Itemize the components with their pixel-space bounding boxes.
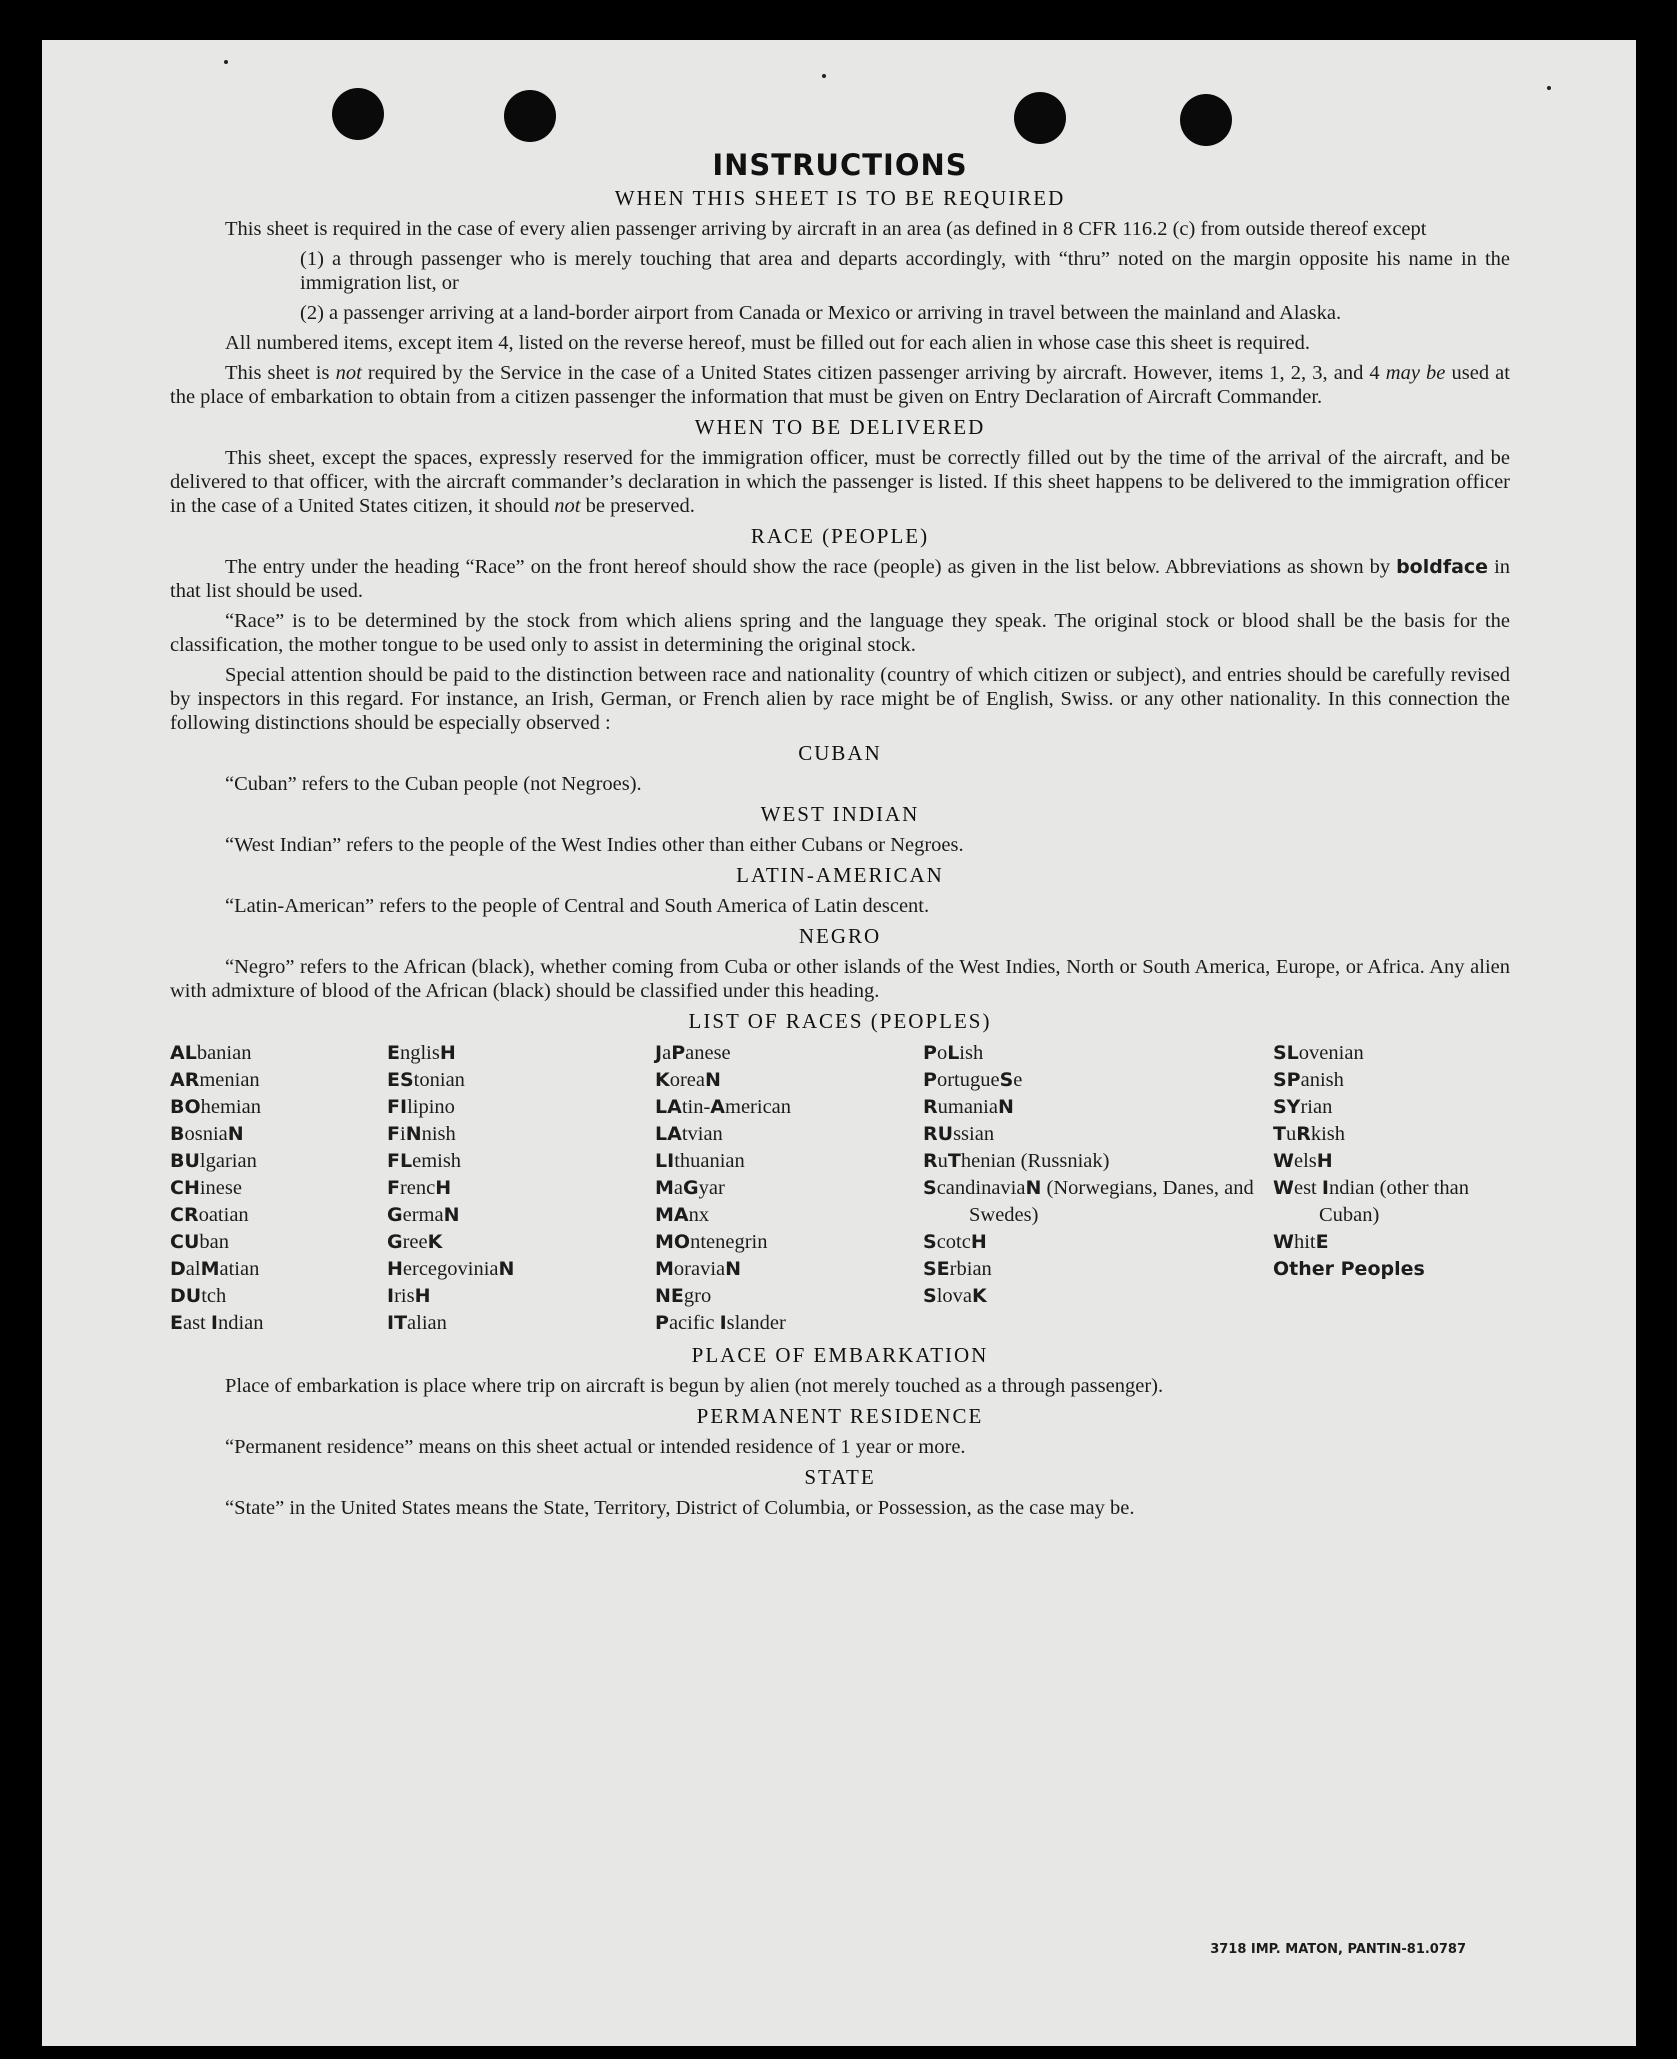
race-abbrev: SE: [923, 1258, 950, 1280]
race-abbrev: A: [710, 1096, 725, 1118]
race-text: tonian: [413, 1069, 465, 1091]
page-title: INSTRUCTIONS: [712, 148, 968, 182]
race-abbrev: CU: [170, 1231, 200, 1253]
race-abbrev: G: [683, 1177, 699, 1199]
paragraph: This sheet is required in the case of every alien passenger arriving by aircraft in an area (as defined in 8 CFR 116.2 (c) from outside thereof except: [225, 218, 1427, 240]
race-item: [655, 1175, 923, 1202]
race-item: [923, 1229, 1273, 1256]
race-item: [655, 1256, 923, 1283]
speck: [224, 60, 228, 64]
race-item: [170, 1202, 387, 1229]
race-text: alian: [407, 1312, 447, 1334]
race-text: anese: [685, 1042, 731, 1064]
section-heading: PLACE OF EMBARKATION: [691, 1343, 989, 1367]
race-abbrev: F: [387, 1177, 400, 1199]
race-text: rbian: [949, 1258, 992, 1280]
race-item: [170, 1067, 387, 1094]
race-list: [170, 1040, 1510, 1337]
race-abbrev: F: [387, 1123, 400, 1145]
race-item: [923, 1094, 1273, 1121]
race-abbrev: I: [719, 1312, 727, 1334]
race-item: [170, 1040, 387, 1067]
emphasis: not: [554, 495, 581, 517]
race-text: u: [937, 1150, 948, 1172]
race-abbrev: I: [210, 1312, 218, 1334]
race-item: [387, 1175, 655, 1202]
race-text: ercegovinia: [402, 1258, 499, 1280]
race-item: [170, 1094, 387, 1121]
race-item: [1273, 1175, 1510, 1229]
race-text: ndian (other than Cuban): [1319, 1177, 1469, 1226]
race-abbrev: MO: [655, 1231, 691, 1253]
paragraph: “Permanent residence” means on this sheet actual or intended residence of 1 year or more.: [225, 1436, 966, 1458]
section-heading: LIST OF RACES (PEOPLES): [688, 1009, 992, 1033]
paragraph-text: in that list should be used.: [170, 556, 1511, 602]
race-text: anish: [1300, 1069, 1344, 1091]
race-item: [1273, 1067, 1510, 1094]
race-item: [655, 1121, 923, 1148]
race-item: [1273, 1229, 1510, 1256]
race-text: henian (Russniak): [960, 1150, 1110, 1172]
race-text: ish: [959, 1042, 984, 1064]
section-heading: PERMANENT RESIDENCE: [696, 1404, 984, 1428]
race-text: u: [1285, 1123, 1297, 1145]
race-text: orea: [669, 1069, 706, 1091]
race-item: [387, 1310, 655, 1337]
race-abbrev: S: [923, 1231, 937, 1253]
section-heading: NEGRO: [798, 924, 882, 948]
race-text: els: [1293, 1150, 1317, 1172]
race-text: lova: [936, 1285, 972, 1307]
race-text: tvian: [681, 1123, 723, 1145]
race-text: ntenegrin: [690, 1231, 768, 1253]
race-text: (Norwegians, Danes, and Swedes): [969, 1177, 1254, 1226]
race-text: ovenian: [1298, 1042, 1364, 1064]
race-abbrev: E: [170, 1312, 183, 1334]
race-abbrev: K: [427, 1231, 443, 1253]
race-abbrev: B: [170, 1123, 185, 1145]
race-text: al: [185, 1258, 201, 1280]
race-text: lgarian: [199, 1150, 257, 1172]
race-abbrev: H: [414, 1285, 431, 1307]
race-text: ssian: [953, 1123, 995, 1145]
section-heading: RACE (PEOPLE): [750, 524, 930, 548]
instructions-content: [170, 108, 1510, 1526]
race-text: ortugue: [936, 1069, 1000, 1091]
race-abbrev: IT: [387, 1312, 408, 1334]
race-abbrev: T: [947, 1150, 961, 1172]
race-text: kish: [1310, 1123, 1346, 1145]
paragraph-text: The entry under the heading “Race” on the front hereof should show the race (people) as given in the list below. Abbreviations as shown by: [225, 556, 1391, 578]
race-item: [170, 1256, 387, 1283]
race-item: [923, 1283, 1273, 1310]
race-text: nglis: [399, 1042, 440, 1064]
section-heading: LATIN-AMERICAN: [736, 863, 944, 887]
race-abbrev: BO: [170, 1096, 201, 1118]
race-abbrev: G: [387, 1204, 403, 1226]
race-text: oatian: [198, 1204, 249, 1226]
race-abbrev: CH: [170, 1177, 200, 1199]
race-item: [170, 1175, 387, 1202]
race-item: [1273, 1148, 1510, 1175]
race-item: [923, 1148, 1273, 1175]
race-item: [655, 1310, 923, 1337]
race-abbrev: P: [923, 1042, 937, 1064]
race-abbrev: G: [387, 1231, 403, 1253]
race-abbrev: W: [1273, 1231, 1294, 1253]
race-item: [923, 1175, 1273, 1229]
race-abbrev: SY: [1273, 1096, 1301, 1118]
race-item: [387, 1202, 655, 1229]
race-text: ris: [394, 1285, 415, 1307]
race-item: [170, 1148, 387, 1175]
race-item: [170, 1310, 387, 1337]
race-column: [1273, 1040, 1510, 1337]
section-heading: CUBAN: [798, 741, 882, 765]
race-text: ban: [199, 1231, 229, 1253]
race-item: [387, 1229, 655, 1256]
race-text: o: [936, 1042, 948, 1064]
race-item: [387, 1040, 655, 1067]
race-item: [923, 1040, 1273, 1067]
document-sheet: [42, 40, 1636, 2046]
race-abbrev: H: [435, 1177, 452, 1199]
race-text: a: [673, 1177, 684, 1199]
race-abbrev: FL: [387, 1150, 413, 1172]
race-text: gro: [683, 1285, 712, 1307]
race-abbrev: SL: [1273, 1042, 1299, 1064]
emphasis: may be: [1385, 362, 1446, 384]
race-abbrev: J: [655, 1042, 663, 1064]
race-item: [655, 1040, 923, 1067]
race-abbrev: K: [655, 1069, 670, 1091]
race-text: lipino: [407, 1096, 455, 1118]
race-item: [387, 1067, 655, 1094]
race-abbrev: S: [923, 1285, 937, 1307]
paragraph: This sheet, except the spaces, expressly reserved for the immigration officer, must be correctly filled out by the time of the arrival of the aircraft, and be delivered to that officer, with the aircraft commander’s declaration in which the passenger is listed. If this sheet happens to be delivered to the immigration officer in the case of a United States citizen, it should not be preserved.: [170, 447, 1510, 517]
race-column: [923, 1040, 1273, 1337]
paragraph: “State” in the United States means the State, Territory, District of Columbia, or Possession, as the case may be.: [225, 1497, 1135, 1519]
race-item: [387, 1094, 655, 1121]
race-abbrev: L: [947, 1042, 960, 1064]
race-abbrev: MA: [655, 1204, 689, 1226]
race-text: hit: [1293, 1231, 1316, 1253]
race-item: [1273, 1040, 1510, 1067]
race-abbrev: ES: [387, 1069, 414, 1091]
race-abbrev: W: [1273, 1177, 1294, 1199]
paragraph: “Negro” refers to the African (black), whether coming from Cuba or other islands of the West Indies, North or South America, Europe, or Africa. Any alien with admixture of blood of the African (black) should be classified under this heading.: [170, 956, 1510, 1002]
race-column: [170, 1040, 387, 1337]
race-item: [1273, 1256, 1510, 1283]
race-abbrev: N: [997, 1096, 1014, 1118]
race-abbrev: N: [705, 1069, 721, 1091]
paragraph: All numbered items, except item 4, listed on the reverse hereof, must be filled out for each alien in whose case this sheet is required.: [225, 332, 1311, 354]
race-item: [387, 1121, 655, 1148]
race-abbrev: N: [498, 1258, 515, 1280]
race-item: [923, 1121, 1273, 1148]
race-abbrev: LA: [655, 1096, 682, 1118]
paragraph: This sheet is not required by the Service in the case of a United States citizen passenger arriving by aircraft. However, items 1, 2, 3, and 4 may be used at the place of embarkation to obtain from a citizen passenger the information that must be given on Entry Declaration of Aircraft Commander.: [170, 362, 1510, 408]
race-item: [387, 1148, 655, 1175]
race-abbrev: AR: [170, 1069, 200, 1091]
race-text: umania: [937, 1096, 998, 1118]
paragraph: “Cuban” refers to the Cuban people (not Negroes).: [225, 773, 642, 795]
race-text: oravia: [673, 1258, 726, 1280]
race-abbrev: W: [1273, 1150, 1294, 1172]
race-text: rian: [1300, 1096, 1333, 1118]
race-text: yar: [698, 1177, 725, 1199]
race-text: tin-: [681, 1096, 711, 1118]
race-text: i: [399, 1123, 406, 1145]
race-abbrev: S: [923, 1177, 937, 1199]
race-abbrev: Other Peoples: [1273, 1258, 1425, 1280]
race-text: nish: [421, 1123, 456, 1145]
race-text: osnia: [184, 1123, 228, 1145]
race-text: acific: [668, 1312, 720, 1334]
race-abbrev: M: [655, 1258, 674, 1280]
section-heading: WHEN TO BE DELIVERED: [694, 415, 986, 439]
race-abbrev: NE: [655, 1285, 684, 1307]
race-abbrev: P: [655, 1312, 669, 1334]
race-text: renc: [399, 1177, 436, 1199]
race-text: inese: [199, 1177, 242, 1199]
race-text: slander: [726, 1312, 786, 1334]
race-abbrev: P: [923, 1069, 937, 1091]
race-abbrev: R: [1296, 1123, 1311, 1145]
race-abbrev: H: [970, 1231, 987, 1253]
speck: [822, 74, 826, 78]
race-text: est: [1293, 1177, 1322, 1199]
race-abbrev: N: [1025, 1177, 1042, 1199]
race-abbrev: M: [200, 1258, 220, 1280]
race-text: merican: [725, 1096, 792, 1118]
race-abbrev: E: [387, 1042, 400, 1064]
race-item: [923, 1256, 1273, 1283]
race-item: [655, 1094, 923, 1121]
race-item: [170, 1229, 387, 1256]
race-abbrev: D: [170, 1258, 186, 1280]
race-item: [1273, 1121, 1510, 1148]
race-abbrev: T: [1273, 1123, 1286, 1145]
race-abbrev: R: [923, 1150, 938, 1172]
race-abbrev: FI: [387, 1096, 408, 1118]
race-abbrev: N: [405, 1123, 422, 1145]
race-text: tch: [201, 1285, 227, 1307]
race-text: nx: [688, 1204, 710, 1226]
race-text: ast: [182, 1312, 211, 1334]
race-column: [387, 1040, 655, 1337]
race-item: [387, 1256, 655, 1283]
race-abbrev: H: [387, 1258, 403, 1280]
race-item: [655, 1283, 923, 1310]
race-abbrev: E: [1315, 1231, 1329, 1253]
race-text: emish: [412, 1150, 462, 1172]
race-abbrev: M: [655, 1177, 674, 1199]
race-text: erma: [402, 1204, 444, 1226]
race-abbrev: N: [443, 1204, 460, 1226]
race-text: hemian: [200, 1096, 261, 1118]
race-text: ndian: [217, 1312, 264, 1334]
paragraph: (1) a through passenger who is merely touching that area and departs accordingly, with “thru” noted on the margin opposite his name in the immigration list, or: [300, 248, 1510, 294]
race-abbrev: I: [387, 1285, 395, 1307]
race-column: [655, 1040, 923, 1337]
emphasis: not: [335, 362, 362, 384]
race-text: ree: [402, 1231, 428, 1253]
race-item: [923, 1067, 1273, 1094]
race-abbrev: LI: [655, 1150, 675, 1172]
race-item: [1273, 1094, 1510, 1121]
race-text: menian: [199, 1069, 260, 1091]
race-abbrev: RU: [923, 1123, 954, 1145]
race-abbrev: CR: [170, 1204, 199, 1226]
race-abbrev: I: [1321, 1177, 1329, 1199]
speck: [1547, 86, 1551, 90]
race-abbrev: K: [971, 1285, 987, 1307]
race-abbrev: SP: [1273, 1069, 1301, 1091]
race-text: banian: [196, 1042, 252, 1064]
paragraph: “Race” is to be determined by the stock from which aliens spring and the language they speak. The original stock or blood shall be the basis for the classification, the mother tongue to be used only to assist in determining the original stock.: [170, 610, 1510, 656]
race-abbrev: N: [227, 1123, 244, 1145]
race-abbrev: R: [923, 1096, 938, 1118]
race-item: [170, 1121, 387, 1148]
race-text: thuanian: [674, 1150, 745, 1172]
race-abbrev: S: [999, 1069, 1014, 1091]
race-item: [655, 1148, 923, 1175]
section-heading: WHEN THIS SHEET IS TO BE REQUIRED: [614, 186, 1066, 210]
race-item: [655, 1067, 923, 1094]
race-text: atian: [219, 1258, 260, 1280]
race-text: cotc: [936, 1231, 971, 1253]
print-code: 3718 IMP. MATON, PANTIN-81.0787: [1210, 1942, 1466, 1957]
paragraph: Place of embarkation is place where trip on aircraft is begun by alien (not merely touched as a through passenger).: [225, 1375, 1164, 1397]
race-abbrev: BU: [170, 1150, 200, 1172]
race-text: e: [1013, 1069, 1023, 1091]
race-abbrev: P: [671, 1042, 686, 1064]
race-abbrev: H: [439, 1042, 456, 1064]
section-heading: WEST INDIAN: [760, 802, 920, 826]
race-abbrev: DU: [170, 1285, 202, 1307]
race-item: [655, 1202, 923, 1229]
race-abbrev: AL: [170, 1042, 197, 1064]
race-item: [170, 1283, 387, 1310]
race-text: a: [662, 1042, 672, 1064]
paragraph: “Latin-American” refers to the people of Central and South America of Latin descent.: [225, 895, 930, 917]
race-text: candinavia: [936, 1177, 1026, 1199]
boldface-word: boldface: [1396, 556, 1489, 578]
race-abbrev: N: [725, 1258, 742, 1280]
paragraph: (2) a passenger arriving at a land-border airport from Canada or Mexico or arriving in travel between the mainland and Alaska.: [300, 302, 1342, 324]
race-abbrev: LA: [655, 1123, 682, 1145]
paragraph: Special attention should be paid to the distinction between race and nationality (country of which citizen or subject), and entries should be carefully revised by inspectors in this regard. For instance, an Irish, German, or French alien by race might be of English, Swiss. or any other nationality. In this connection the following distinctions should be especially observed :: [170, 664, 1510, 734]
race-abbrev: H: [1316, 1150, 1333, 1172]
paragraph: “West Indian” refers to the people of the West Indies other than either Cubans or Negroes.: [225, 834, 964, 856]
paragraph: [170, 555, 1510, 603]
race-item: [655, 1229, 923, 1256]
section-heading: STATE: [804, 1465, 876, 1489]
race-item: [387, 1283, 655, 1310]
